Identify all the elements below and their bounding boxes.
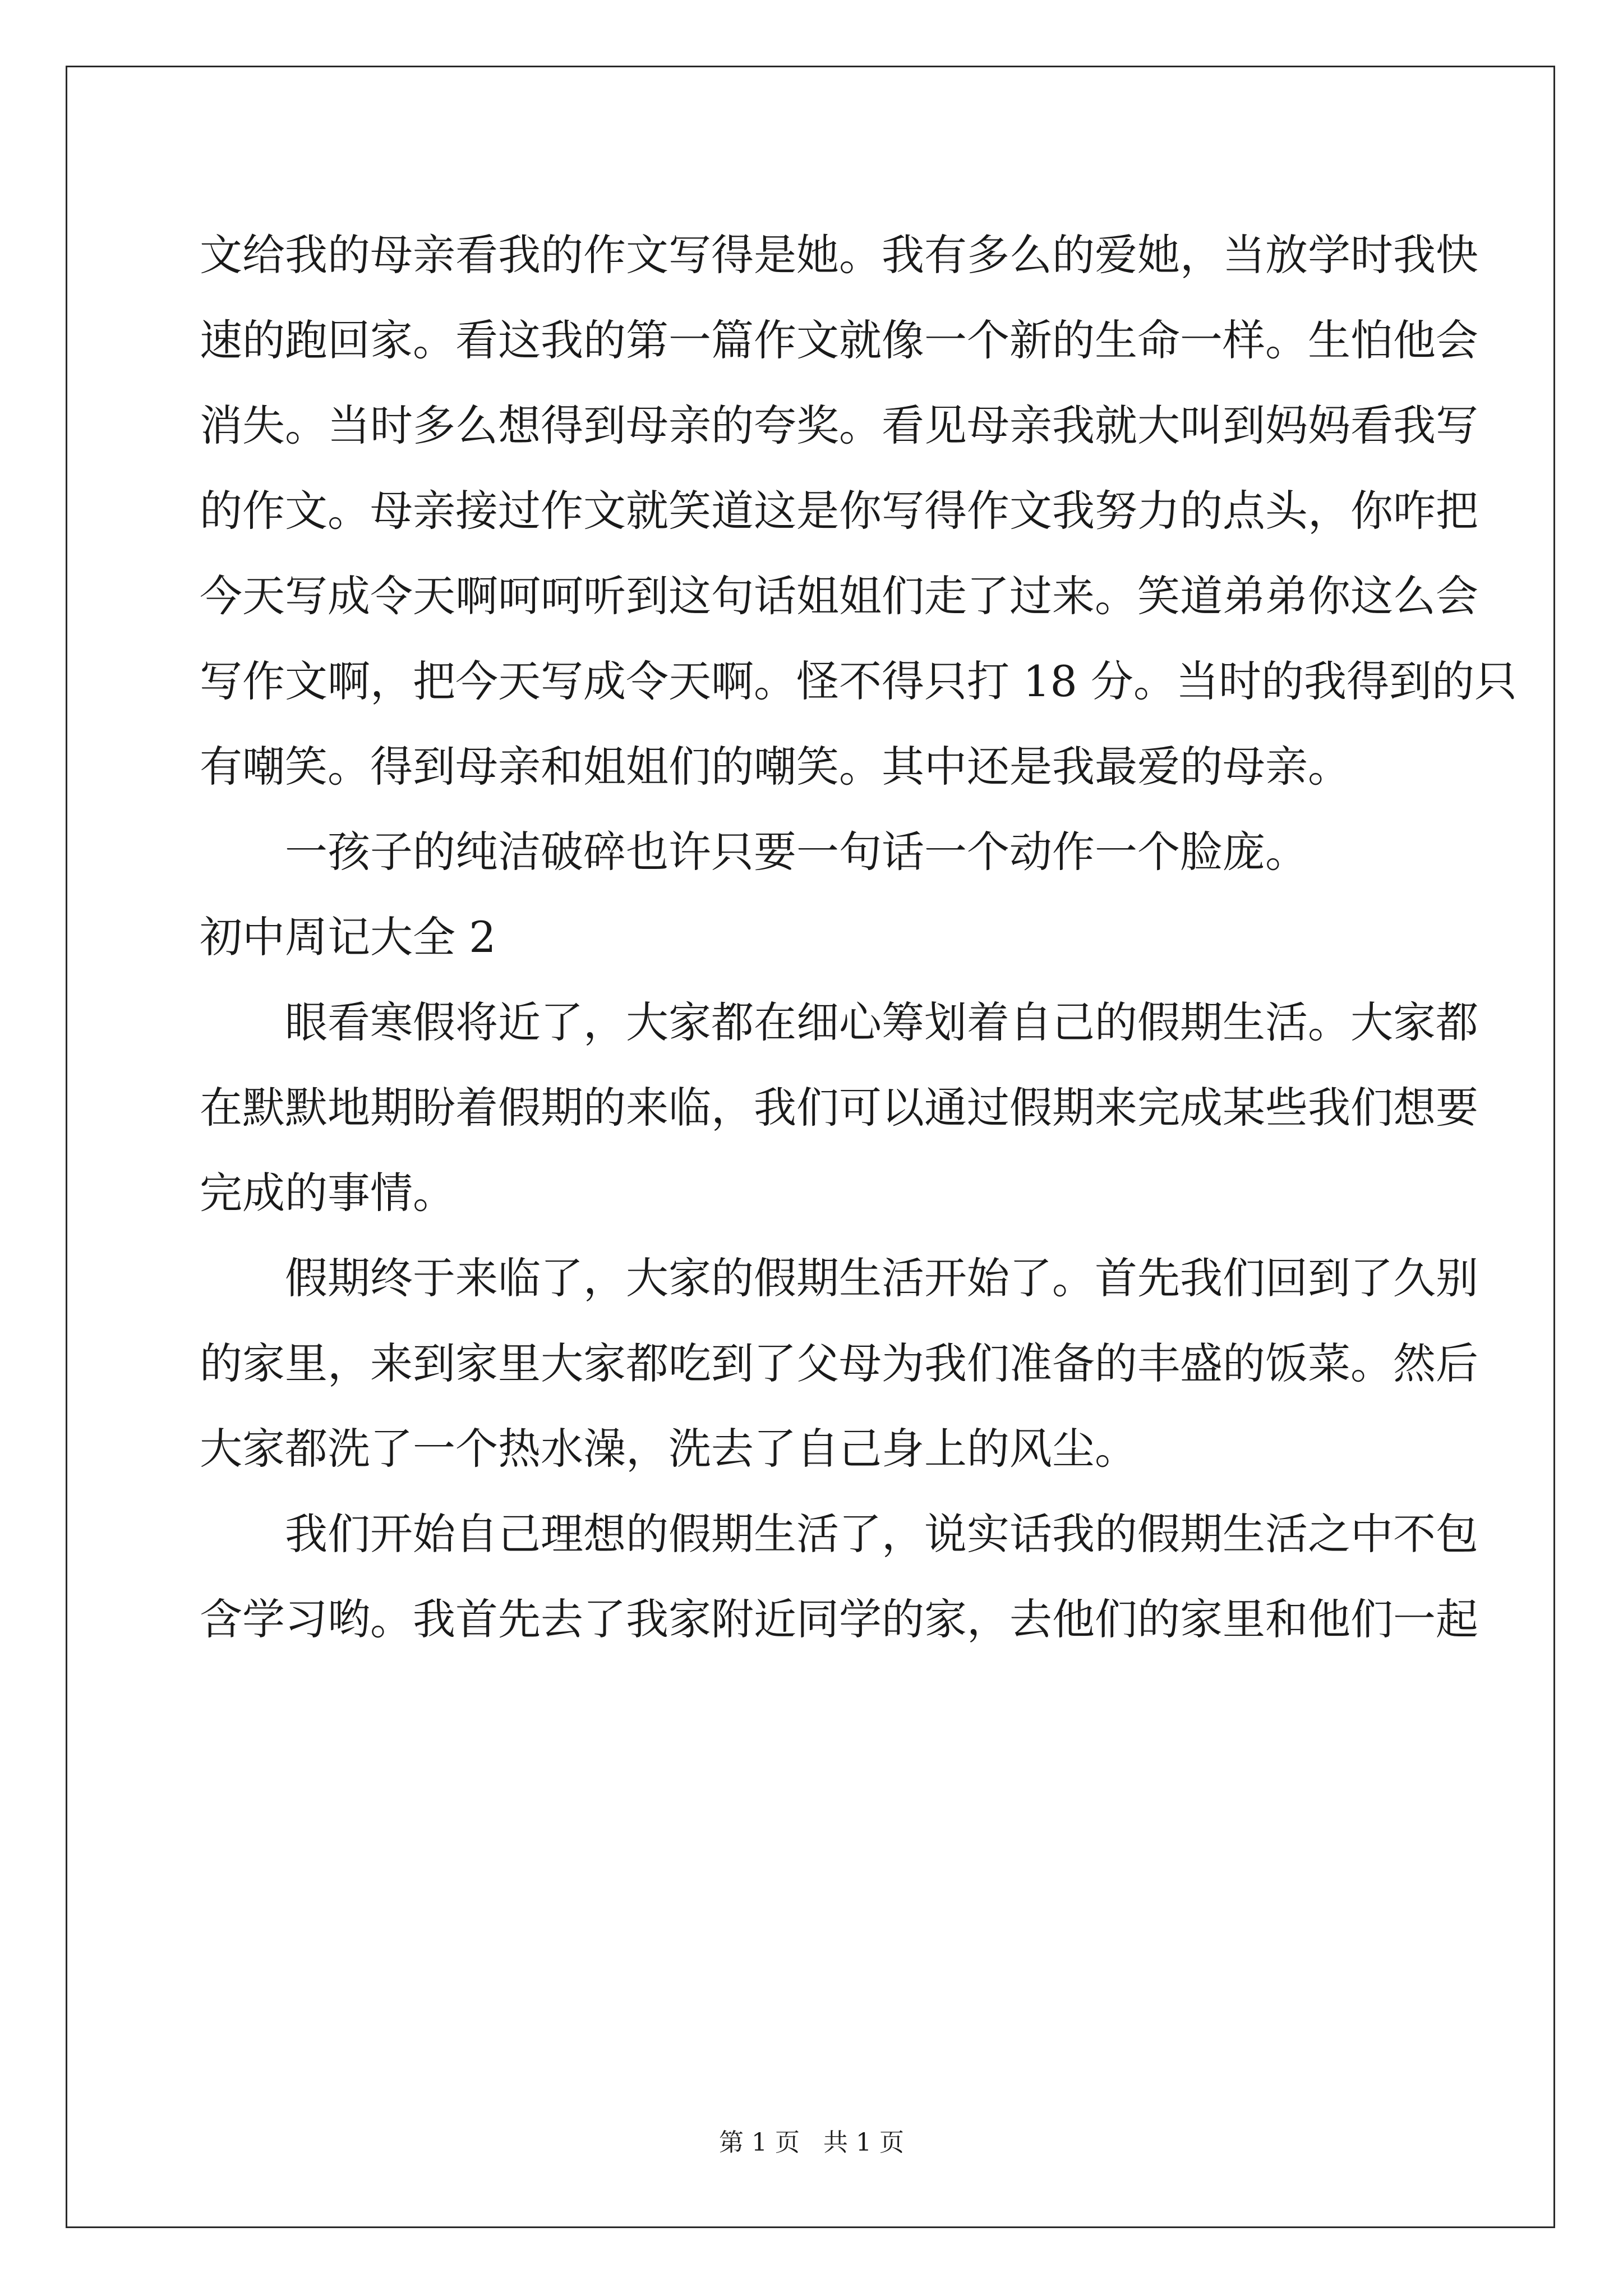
- text-line: 今天写成令天啊呵呵听到这句话姐姐们走了过来。笑道弟弟你这么会: [200, 571, 1478, 621]
- text-line: 消失。当时多么想得到母亲的夸奖。看见母亲我就大叫到妈妈看我写: [200, 401, 1478, 450]
- paragraph-line: 一孩子的纯洁破碎也许只要一句话一个动作一个脸庞。: [285, 827, 1308, 877]
- section-heading: 初中周记大全 2: [200, 912, 496, 962]
- text-line: 大家都洗了一个热水澡，洗去了自己身上的风尘。: [200, 1424, 1137, 1474]
- text-line: 在默默地期盼着假期的来临，我们可以通过假期来完成某些我们想要: [200, 1083, 1478, 1133]
- text-line: 速的跑回家。看这我的第一篇作文就像一个新的生命一样。生怕他会: [200, 315, 1478, 365]
- paragraph-line: 我们开始自己理想的假期生活了，说实话我的假期生活之中不包: [285, 1509, 1478, 1559]
- text-line: 的家里，来到家里大家都吃到了父母为我们准备的丰盛的饭菜。然后: [200, 1338, 1478, 1388]
- text-line: 含学习哟。我首先去了我家附近同学的家，去他们的家里和他们一起: [200, 1594, 1478, 1644]
- text-line: 有嘲笑。得到母亲和姐姐们的嘲笑。其中还是我最爱的母亲。: [200, 742, 1350, 792]
- paragraph-line: 眼看寒假将近了，大家都在细心筹划着自己的假期生活。大家都: [285, 997, 1478, 1047]
- text-line: 写作文啊，把今天写成令天啊。怪不得只打 18 分。当时的我得到的只: [200, 656, 1518, 706]
- paragraph-line: 假期终于来临了，大家的假期生活开始了。首先我们回到了久别: [285, 1253, 1478, 1303]
- text-line: 的作文。母亲接过作文就笑道这是你写得作文我努力的点头，你咋把: [200, 486, 1478, 536]
- text-line: 文给我的母亲看我的作文写得是她。我有多么的爱她，当放学时我快: [200, 230, 1478, 280]
- text-line: 完成的事情。: [200, 1168, 455, 1218]
- page-footer: 第 1 页 共 1 页: [719, 2128, 904, 2157]
